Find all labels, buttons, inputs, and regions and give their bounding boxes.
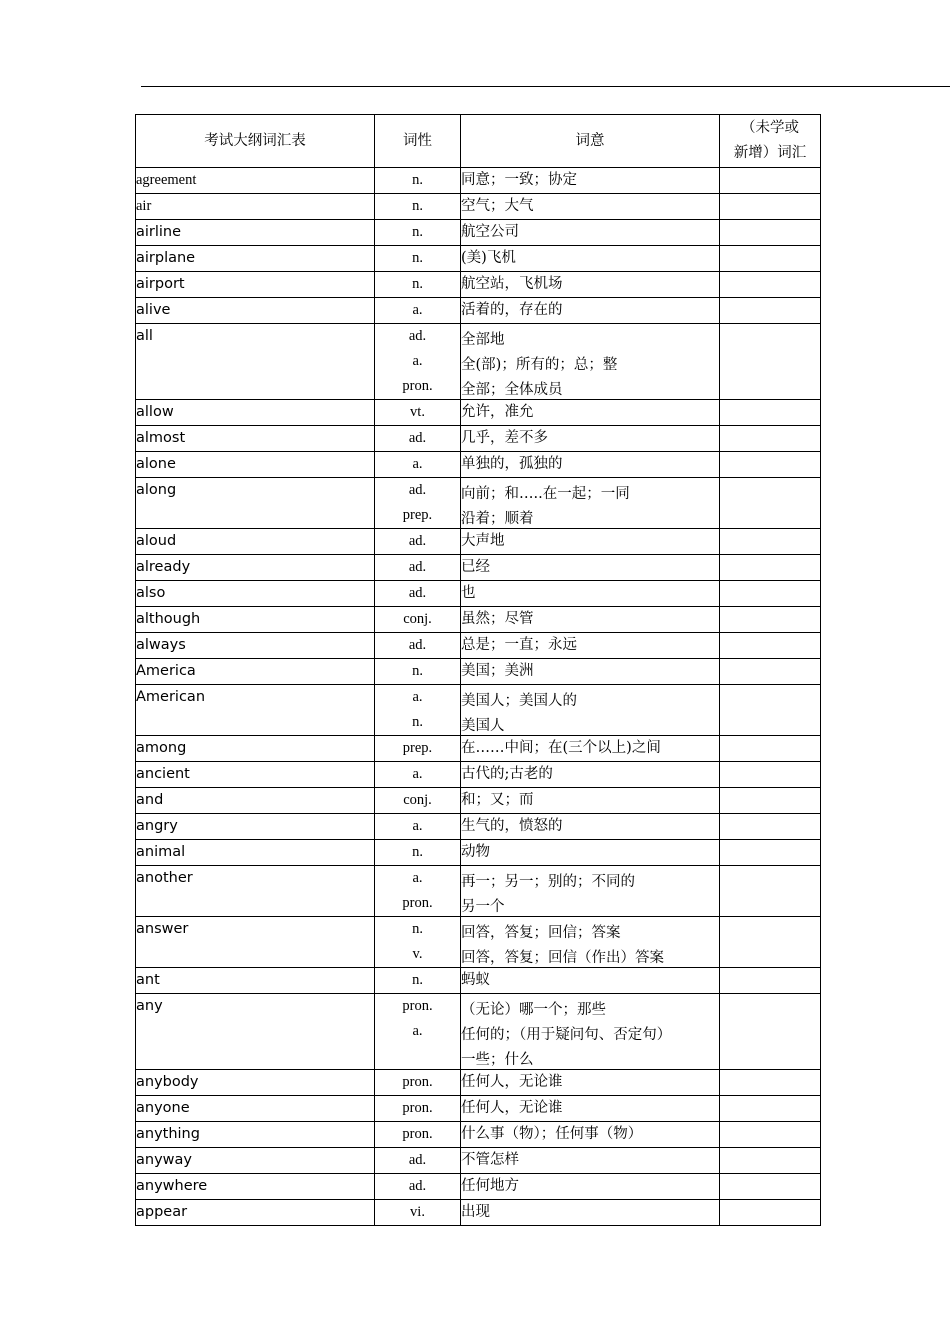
meaning-cell [461,1096,720,1122]
part-of-speech: ad. [408,482,427,498]
table-row [136,272,821,298]
word-cell: also [136,581,375,607]
meaning-cell [461,607,720,633]
meaning-line: (美)飞机 [461,250,516,266]
meaning-line: 虽然；尽管 [461,611,534,627]
meaning-line: 活着的，存在的 [461,302,563,318]
part-of-speech-cell [375,298,461,324]
meaning-line: 几乎，差不多 [461,430,548,446]
word-cell: appear [136,1200,375,1226]
part-of-speech: n. [412,921,423,937]
meaning-line: 全(部)；所有的；总；整 [461,357,618,373]
table-row [136,840,821,866]
new-vocabulary-cell [720,968,821,994]
part-of-speech-cell [375,478,461,529]
part-of-speech: a. [412,870,423,886]
new-vocabulary-cell [720,1200,821,1226]
table-row [136,762,821,788]
meaning-cell [461,529,720,555]
word-cell: anybody [136,1070,375,1096]
table-row [136,1200,821,1226]
vocabulary-table [135,114,821,1226]
meaning-line: 和；又；而 [461,792,534,808]
meaning-cell [461,246,720,272]
part-of-speech: ad. [408,1152,427,1168]
word-cell: anyway [136,1148,375,1174]
header-new-vocabulary-line1: （未学或 [741,120,799,136]
new-vocabulary-cell [720,1070,821,1096]
part-of-speech-cell [375,220,461,246]
table-row [136,324,821,400]
table-row [136,168,821,194]
meaning-line: 动物 [461,844,490,860]
header-new-vocabulary [720,115,821,168]
part-of-speech-cell [375,1148,461,1174]
meaning-cell [461,581,720,607]
meaning-cell [461,840,720,866]
meaning-cell [461,814,720,840]
meaning-cell [461,298,720,324]
table-row [136,478,821,529]
meaning-line: 总是；一直；永远 [461,637,577,653]
part-of-speech: vt. [410,404,425,420]
new-vocabulary-cell [720,246,821,272]
part-of-speech: n. [412,844,423,860]
word-cell: anyone [136,1096,375,1122]
table-row [136,400,821,426]
part-of-speech-cell [375,529,461,555]
table-row [136,452,821,478]
part-of-speech-cell [375,659,461,685]
part-of-speech: conj. [403,792,432,808]
part-of-speech: a. [412,818,423,834]
table-header-row [136,115,821,168]
table-row [136,529,821,555]
new-vocabulary-cell [720,840,821,866]
page-header-rule [141,86,950,87]
new-vocabulary-cell [720,685,821,736]
table-row [136,581,821,607]
new-vocabulary-cell [720,659,821,685]
new-vocabulary-cell [720,426,821,452]
part-of-speech: n. [412,172,423,188]
part-of-speech-cell [375,272,461,298]
part-of-speech-cell [375,762,461,788]
table-row [136,298,821,324]
part-of-speech: pron. [402,1100,433,1116]
header-meaning: 词意 [461,115,720,168]
meaning-line: 航空公司 [461,224,519,240]
meaning-line: 出现 [461,1204,490,1220]
part-of-speech: a. [412,1023,423,1039]
part-of-speech: a. [412,689,423,705]
word-cell: another [136,866,375,917]
word-cell: angry [136,814,375,840]
part-of-speech-cell [375,168,461,194]
part-of-speech-cell [375,324,461,400]
meaning-cell [461,633,720,659]
meaning-line: 任何地方 [461,1178,519,1194]
part-of-speech-cell [375,814,461,840]
new-vocabulary-cell [720,607,821,633]
table-row [136,736,821,762]
part-of-speech-cell [375,736,461,762]
meaning-line: 空气；大气 [461,198,534,214]
new-vocabulary-cell [720,581,821,607]
meaning-cell [461,272,720,298]
word-cell: air [136,194,375,220]
new-vocabulary-cell [720,633,821,659]
new-vocabulary-cell [720,866,821,917]
new-vocabulary-cell [720,452,821,478]
meaning-line: 向前；和…..在一起；一同 [461,486,630,502]
meaning-line: 航空站，飞机场 [461,276,563,292]
table-row [136,194,821,220]
meaning-line: 沿着；顺着 [461,511,534,527]
meaning-cell [461,659,720,685]
meaning-line: 也 [461,585,476,601]
part-of-speech: conj. [403,611,432,627]
meaning-line: 同意；一致；协定 [461,172,577,188]
table-row [136,866,821,917]
meaning-cell [461,1122,720,1148]
word-cell: along [136,478,375,529]
table-row [136,220,821,246]
word-cell: always [136,633,375,659]
word-cell: ant [136,968,375,994]
word-cell: airport [136,272,375,298]
new-vocabulary-cell [720,736,821,762]
part-of-speech-cell [375,1122,461,1148]
meaning-cell [461,685,720,736]
new-vocabulary-cell [720,1174,821,1200]
meaning-line: 允许，准允 [461,404,534,420]
meaning-cell [461,220,720,246]
word-cell: all [136,324,375,400]
part-of-speech: n. [412,224,423,240]
word-cell: almost [136,426,375,452]
meaning-cell [461,917,720,968]
part-of-speech: pron. [402,1126,433,1142]
meaning-line: 生气的，愤怒的 [461,818,563,834]
part-of-speech-cell [375,1200,461,1226]
word-cell: any [136,994,375,1070]
word-cell: and [136,788,375,814]
new-vocabulary-cell [720,814,821,840]
new-vocabulary-cell [720,1122,821,1148]
part-of-speech-cell [375,994,461,1070]
new-vocabulary-cell [720,194,821,220]
part-of-speech-cell [375,633,461,659]
new-vocabulary-cell [720,272,821,298]
new-vocabulary-cell [720,1148,821,1174]
new-vocabulary-cell [720,220,821,246]
part-of-speech-cell [375,840,461,866]
part-of-speech: pron. [402,378,433,394]
part-of-speech-cell [375,917,461,968]
table-row [136,426,821,452]
word-cell: agreement [136,168,375,194]
word-cell: anywhere [136,1174,375,1200]
meaning-line: 一些；什么 [461,1052,534,1068]
part-of-speech: pron. [402,895,433,911]
part-of-speech-cell [375,581,461,607]
meaning-cell [461,478,720,529]
new-vocabulary-cell [720,994,821,1070]
meaning-cell [461,194,720,220]
meaning-cell [461,1070,720,1096]
word-cell: already [136,555,375,581]
meaning-line: 回答，答复；回信（作出）答案 [461,950,664,966]
meaning-line: 任何人，无论谁 [461,1074,563,1090]
table-row [136,659,821,685]
table-row [136,555,821,581]
table-row [136,607,821,633]
meaning-line: 任何的；（用于疑问句、否定句） [461,1027,672,1043]
part-of-speech: n. [412,276,423,292]
part-of-speech-cell [375,788,461,814]
meaning-cell [461,426,720,452]
meaning-cell [461,168,720,194]
table-row [136,917,821,968]
meaning-line: 回答，答复；回信；答案 [461,925,621,941]
part-of-speech: pron. [402,998,433,1014]
part-of-speech: a. [412,456,423,472]
table-row [136,814,821,840]
part-of-speech: ad. [408,328,427,344]
meaning-line: （无论）哪一个；那些 [461,1002,606,1018]
part-of-speech: n. [412,250,423,266]
part-of-speech-cell [375,246,461,272]
part-of-speech-cell [375,607,461,633]
part-of-speech: a. [412,302,423,318]
table-row [136,994,821,1070]
part-of-speech: n. [412,663,423,679]
new-vocabulary-cell [720,298,821,324]
meaning-line: 在……中间；在(三个以上)之间 [461,740,661,756]
part-of-speech: n. [412,198,423,214]
table-row [136,1122,821,1148]
part-of-speech: ad. [408,430,427,446]
new-vocabulary-cell [720,762,821,788]
part-of-speech: a. [412,766,423,782]
table-row [136,685,821,736]
part-of-speech: prep. [402,740,433,756]
meaning-cell [461,452,720,478]
header-word: 考试大纲词汇表 [136,115,375,168]
table-row [136,246,821,272]
table-row [136,633,821,659]
meaning-cell [461,994,720,1070]
part-of-speech: ad. [408,533,427,549]
meaning-cell [461,1200,720,1226]
word-cell: animal [136,840,375,866]
part-of-speech-cell [375,685,461,736]
part-of-speech: ad. [408,1178,427,1194]
part-of-speech-cell [375,1174,461,1200]
meaning-cell [461,1174,720,1200]
part-of-speech-cell [375,426,461,452]
meaning-cell [461,400,720,426]
word-cell: anything [136,1122,375,1148]
part-of-speech: ad. [408,637,427,653]
new-vocabulary-cell [720,168,821,194]
new-vocabulary-cell [720,788,821,814]
new-vocabulary-cell [720,324,821,400]
word-cell: answer [136,917,375,968]
meaning-line: 再一；另一；别的；不同的 [461,874,635,890]
part-of-speech: pron. [402,1074,433,1090]
part-of-speech-cell [375,968,461,994]
new-vocabulary-cell [720,555,821,581]
meaning-line: 不管怎样 [461,1152,519,1168]
word-cell: American [136,685,375,736]
table-row [136,968,821,994]
meaning-cell [461,324,720,400]
part-of-speech: ad. [408,559,427,575]
word-cell: America [136,659,375,685]
word-cell: airplane [136,246,375,272]
meaning-line: 美国人；美国人的 [461,693,577,709]
part-of-speech: vi. [410,1204,425,1220]
meaning-line: 大声地 [461,533,505,549]
part-of-speech-cell [375,1096,461,1122]
part-of-speech: ad. [408,585,427,601]
meaning-line: 什么事（物）；任何事（物） [461,1126,643,1142]
table-row [136,1096,821,1122]
part-of-speech: a. [412,353,423,369]
meaning-line: 已经 [461,559,490,575]
part-of-speech-cell [375,194,461,220]
meaning-line: 任何人，无论谁 [461,1100,563,1116]
meaning-line: 美国；美洲 [461,663,534,679]
word-cell: alive [136,298,375,324]
meaning-line: 蚂蚁 [461,972,490,988]
header-new-vocabulary-line2: 新增）词汇 [733,145,807,161]
part-of-speech: prep. [402,507,433,523]
meaning-cell [461,968,720,994]
part-of-speech-cell [375,866,461,917]
header-part-of-speech: 词性 [375,115,461,168]
vocabulary-table-body [136,168,821,1226]
meaning-cell [461,555,720,581]
table-row [136,1174,821,1200]
new-vocabulary-cell [720,478,821,529]
part-of-speech: v. [412,946,423,962]
meaning-cell [461,788,720,814]
part-of-speech: n. [412,714,423,730]
meaning-cell [461,762,720,788]
new-vocabulary-cell [720,1096,821,1122]
new-vocabulary-cell [720,917,821,968]
part-of-speech-cell [375,452,461,478]
meaning-cell [461,866,720,917]
meaning-line: 古代的;古老的 [461,766,553,782]
word-cell: alone [136,452,375,478]
meaning-line: 单独的，孤独的 [461,456,563,472]
meaning-line: 全部；全体成员 [461,382,563,398]
word-cell: among [136,736,375,762]
meaning-line: 美国人 [461,718,505,734]
meaning-line: 全部地 [461,332,505,348]
table-row [136,788,821,814]
word-cell: ancient [136,762,375,788]
part-of-speech-cell [375,400,461,426]
part-of-speech: n. [412,972,423,988]
word-cell: although [136,607,375,633]
meaning-cell [461,736,720,762]
new-vocabulary-cell [720,400,821,426]
meaning-cell [461,1148,720,1174]
word-cell: airline [136,220,375,246]
table-row [136,1070,821,1096]
meaning-line: 另一个 [461,899,505,915]
part-of-speech-cell [375,555,461,581]
word-cell: allow [136,400,375,426]
table-row [136,1148,821,1174]
new-vocabulary-cell [720,529,821,555]
word-cell: aloud [136,529,375,555]
part-of-speech-cell [375,1070,461,1096]
